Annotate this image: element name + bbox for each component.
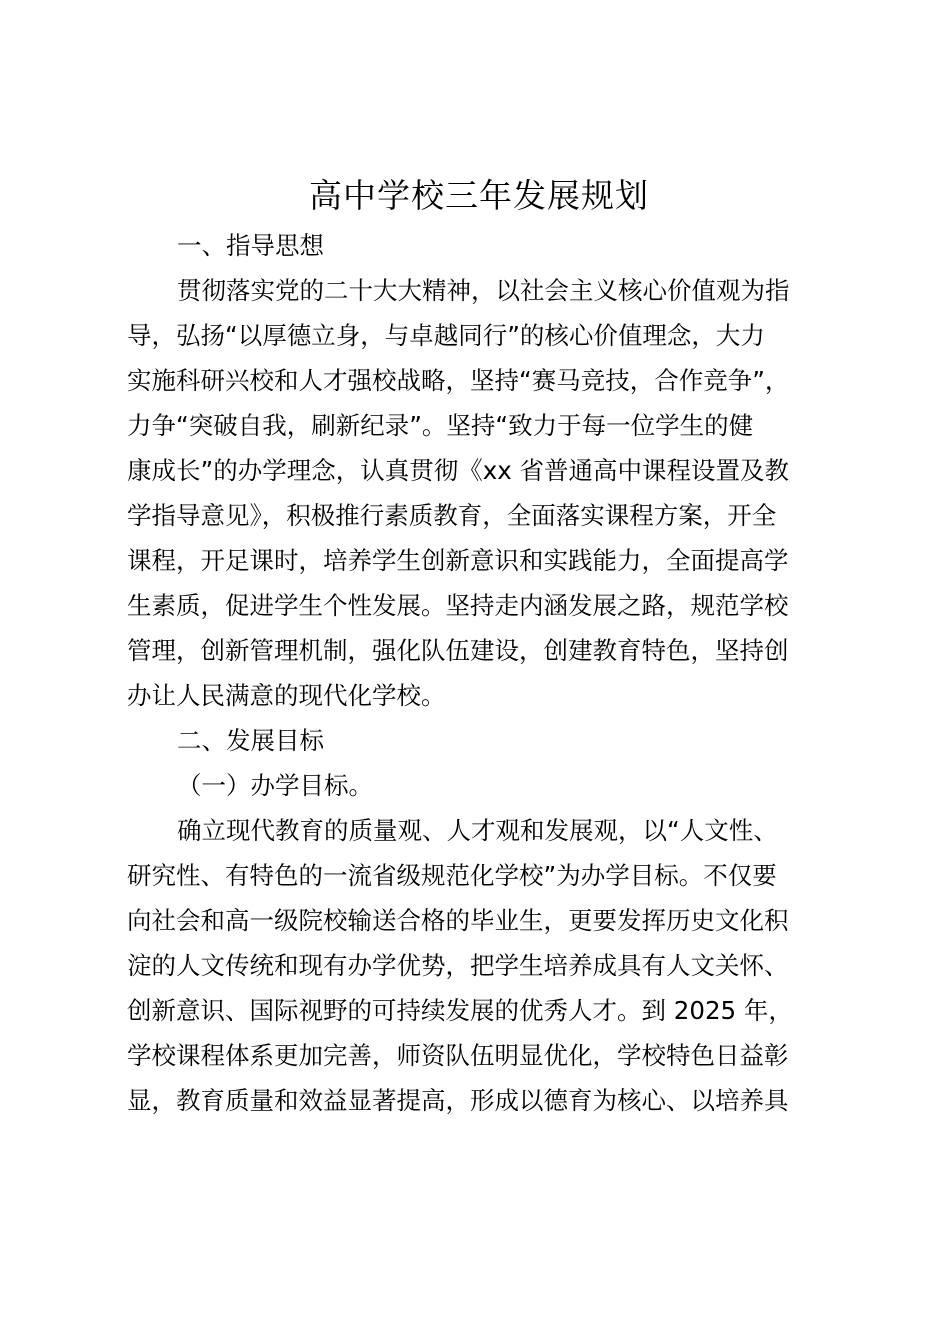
subsection-heading-school-goals: （一）办学目标。	[177, 771, 373, 800]
section-heading-development-goals: 二、发展目标	[177, 726, 324, 755]
text-line: 确立现代教育的质量观、人才观和发展观，以“人文性、	[177, 816, 778, 845]
text-line: 办让人民满意的现代化学校。	[127, 681, 446, 710]
text-line: 研究性、有特色的一流省级规范化学校”为办学目标。不仅要	[127, 861, 777, 890]
text-line: 向社会和高一级院校输送合格的毕业生，更要发挥历史文化积	[127, 906, 789, 935]
text-line: 创新意识、国际视野的可持续发展的优秀人才。到 2025 年，	[127, 996, 793, 1025]
text-line: 学指导意见》，积极推行素质教育，全面落实课程方案，开全	[127, 501, 777, 530]
text-line: 实施科研兴校和人才强校战略，坚持“赛马竞技，合作竞争”，	[127, 366, 790, 395]
text-line: 力争“突破自我，刷新纪录”。坚持“致力于每一位学生的健	[127, 411, 754, 440]
text-line: 导，弘扬“以厚德立身，与卓越同行”的核心价值理念，大力	[127, 321, 765, 350]
text-line: 管理，创新管理机制，强化队伍建设，创建教育特色，坚持创	[127, 636, 789, 665]
text-line: 生素质，促进学生个性发展。坚持走内涵发展之路，规范学校	[127, 591, 789, 620]
section-heading-guiding-ideology: 一、指导思想	[177, 231, 324, 260]
text-line: 学校课程体系更加完善，师资队伍明显优化，学校特色日益彰	[127, 1041, 789, 1070]
text-line: 贯彻落实党的二十大大精神，以社会主义核心价值观为指	[177, 276, 790, 305]
text-line: 显，教育质量和效益显著提高，形成以德育为核心、以培养具	[127, 1086, 789, 1115]
text-line: 康成长”的办学理念，认真贯彻《xx 省普通高中课程设置及教	[127, 456, 789, 485]
document-title: 高中学校三年发展规划	[309, 176, 649, 215]
text-line: 课程，开足课时，培养学生创新意识和实践能力，全面提高学	[127, 546, 789, 575]
text-line: 淀的人文传统和现有办学优势，把学生培养成具有人文关怀、	[127, 951, 789, 980]
